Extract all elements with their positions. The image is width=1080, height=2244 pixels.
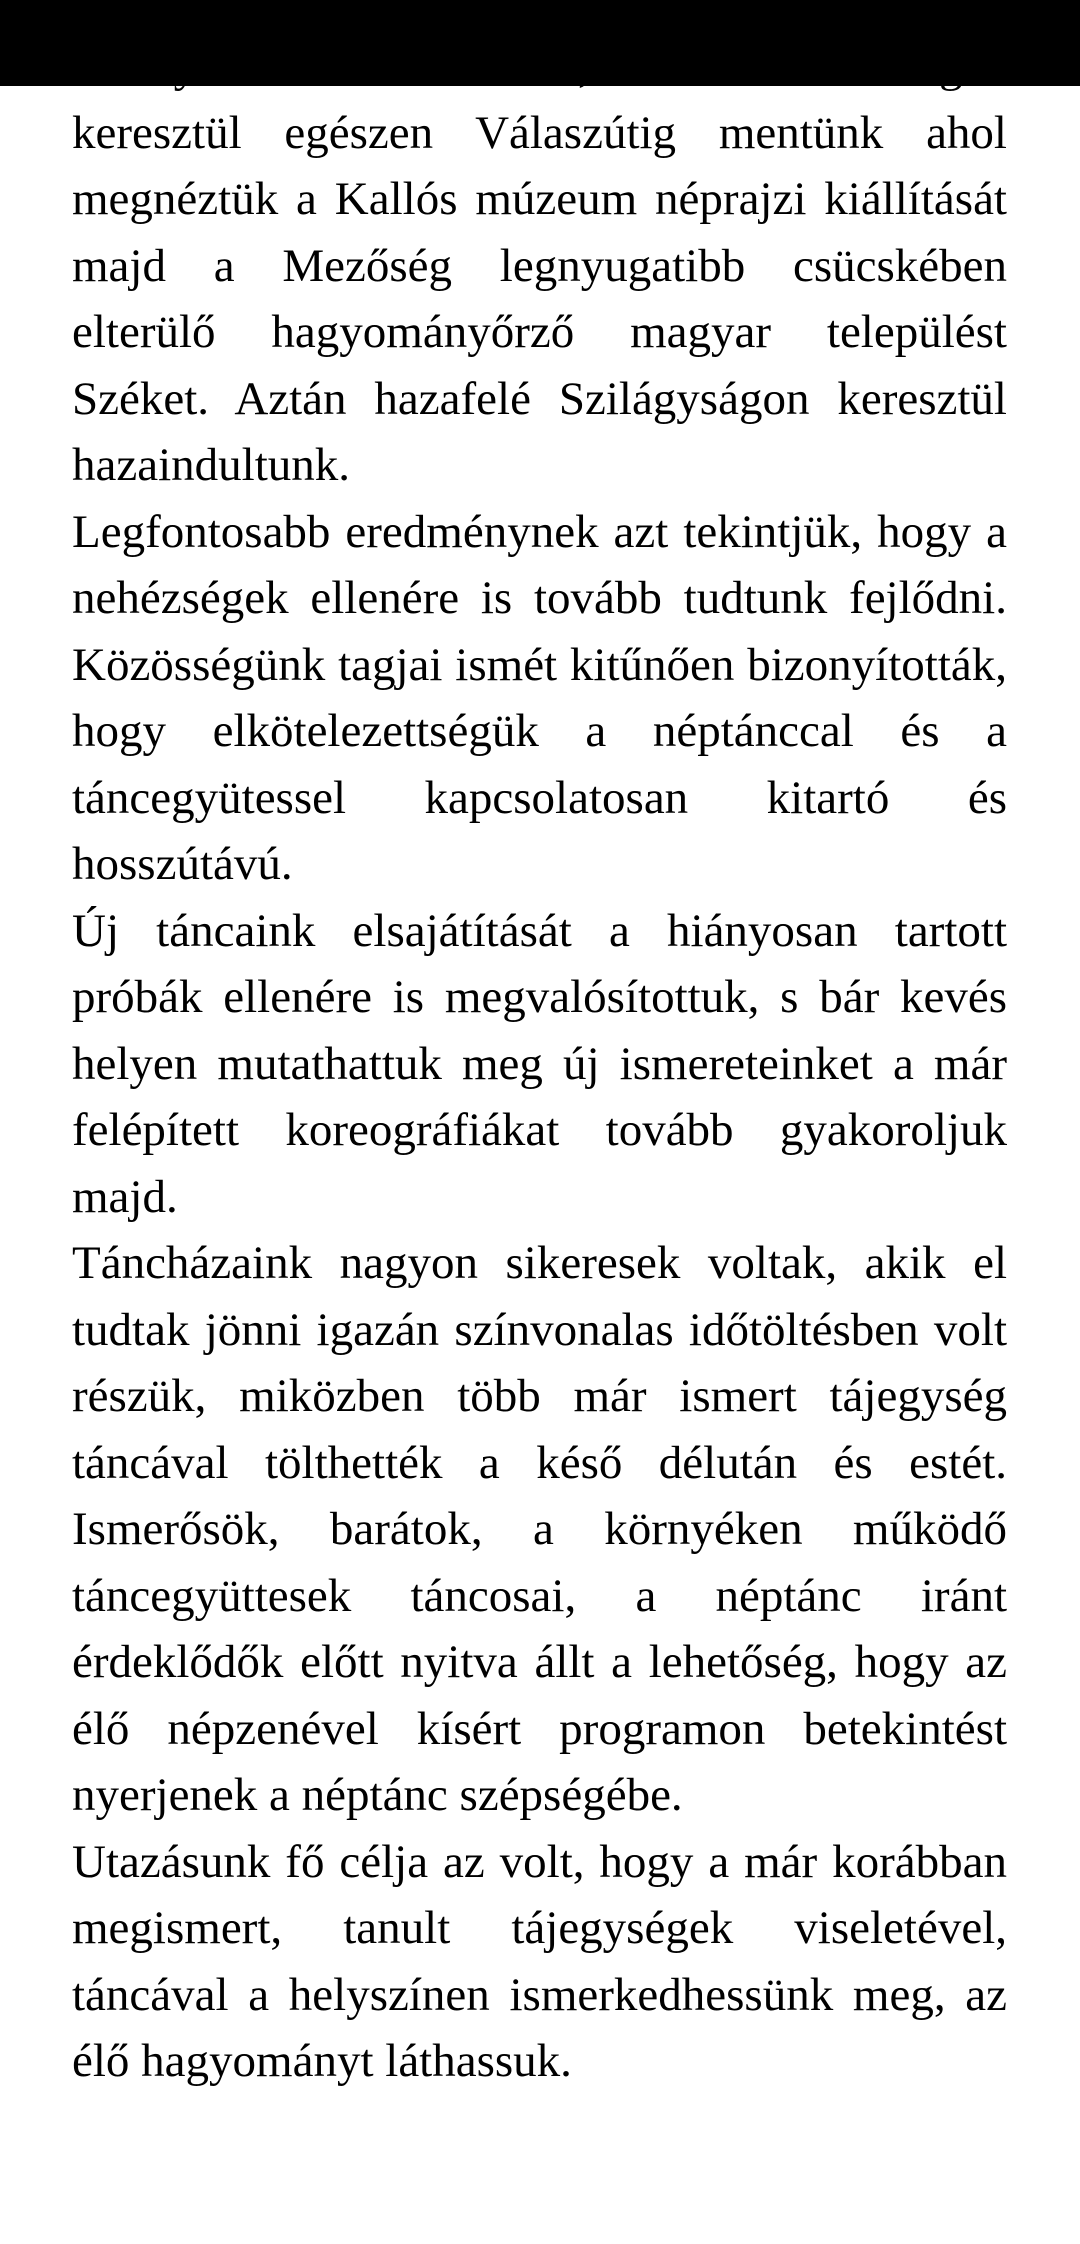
paragraph-5: Utazásunk fő célja az volt, hogy a már korábban megismert, tanult tájegységek viseletével, táncával a helyszínen ismerkedhessünk meg, az élő hagyományt láthassuk. (72, 1835, 1007, 2087)
document-body (72, 33, 1007, 2095)
paragraph-4: Táncházaink nagyon sikeresek voltak, akik el tudtak jönni igazán színvonalas időtöltésben volt részük, miközben több már ismert tájegység táncával tölthették a késő délután és estét. Ismerősök, barátok, a környéken működő táncegyüttesek táncosai, a néptánc iránt érdeklődők előtt nyitva állt a lehetőség, hogy az élő népzenével kísért programon betekintést nyerjenek a néptánc szépségébe. (72, 1237, 1007, 1821)
status-bar (0, 0, 1080, 86)
paragraph-1: keresztül egészen Válaszútig mentünk ahol megnéztük a Kallós múzeum néprajzi kiállítását majd a Mezőség legnyugatibb csücskében elterülő hagyományőrző magyar települést Széket. Aztán hazafelé Szilágyságon keresztül hazaindultunk. (72, 106, 1007, 491)
paragraph-2: Legfontosabb eredménynek azt tekintjük, hogy a nehézségek ellenére is tovább tudtunk fejlődni. Közösségünk tagjai ismét kitűnően bizonyították, hogy elkötelezettségük a néptánccal és a táncegyütessel kapcsolatosan kitartó és hosszútávú. (72, 505, 1007, 890)
paragraph-3: Új táncaink elsajátítását a hiányosan tartott próbák ellenére is megvalósítottuk, s bár kevés helyen mutathattuk meg új ismereteinket a már felépített koreográfiákat tovább gyakoroljuk majd. (72, 904, 1007, 1223)
